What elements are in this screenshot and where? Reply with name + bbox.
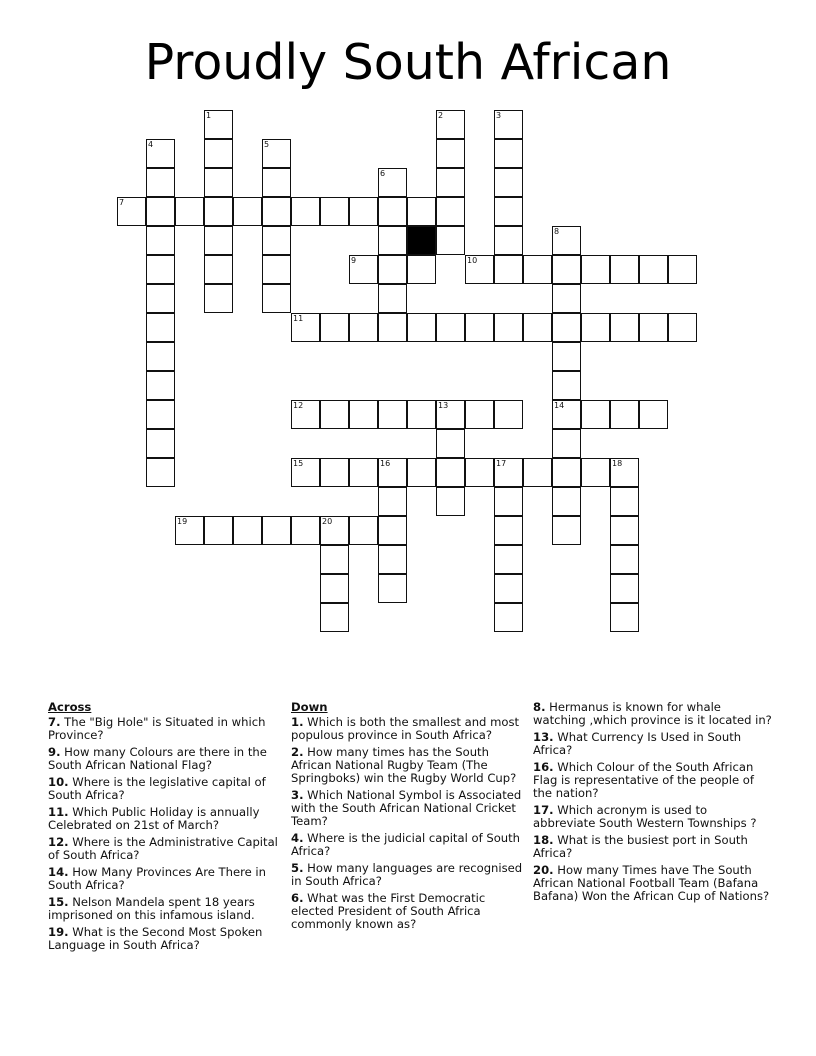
clue-number-label: 15. [48,895,69,909]
across-clue [48,866,280,892]
grid-cell[interactable] [552,458,581,487]
clue-number-label: 13. [533,730,554,744]
grid-cell[interactable] [378,313,407,342]
down-header: Down [291,700,328,714]
grid-cell[interactable] [204,197,233,226]
grid-cell[interactable] [639,400,668,429]
grid-cell[interactable] [610,516,639,545]
clue-number-label: 12. [48,835,69,849]
down-clue-list [291,716,529,931]
grid-cell[interactable] [320,458,349,487]
grid-cell[interactable] [233,197,262,226]
clue-number-label: 1. [291,715,304,729]
grid-cell[interactable] [378,284,407,313]
grid-cell[interactable] [581,255,610,284]
grid-cell[interactable] [262,516,291,545]
clue-text: What is the Second Most Spoken Language in South Africa? [48,925,263,952]
across-clue [48,836,280,862]
grid-cell[interactable] [320,516,349,545]
clue-text: How many times has the South African National Rugby Team (The Springboks) win the Rugby World Cup? [291,745,517,785]
clue-number: 16 [380,459,391,468]
grid-cell[interactable] [552,371,581,400]
grid-cell[interactable] [523,255,552,284]
grid-cell[interactable] [436,400,465,429]
grid-cell[interactable] [204,284,233,313]
grid-cell[interactable] [146,226,175,255]
grid-cell[interactable] [668,313,697,342]
clue-number: 14 [554,401,565,410]
grid-cell[interactable] [291,197,320,226]
clue-text: How many Colours are there in the South African National Flag? [48,745,267,772]
clue-number-label: 20. [533,863,554,877]
clue-text: The "Big Hole" is Situated in which Province? [48,715,266,742]
down-clue-list-continued [533,701,773,903]
down-clue [533,731,773,757]
grid-cell[interactable] [378,226,407,255]
grid-cell[interactable] [349,197,378,226]
clue-number: 12 [293,401,304,410]
down-clue [533,701,773,727]
grid-cell[interactable] [552,516,581,545]
grid-cell[interactable] [146,197,175,226]
across-clue [48,776,280,802]
across-clue [48,716,280,742]
grid-cell[interactable] [262,139,291,168]
clue-text: How many languages are recognised in South Africa? [291,861,523,888]
grid-cell[interactable] [407,458,436,487]
clue-number-label: 6. [291,891,304,905]
grid-cell[interactable] [494,574,523,603]
grid-cell[interactable] [436,110,465,139]
across-clue [48,926,280,952]
grid-cell[interactable] [378,197,407,226]
black-cell [407,226,436,255]
grid-cell[interactable] [552,284,581,313]
grid-cell[interactable] [407,400,436,429]
down-clue [291,862,529,888]
grid-cell[interactable] [204,516,233,545]
grid-cell[interactable] [320,197,349,226]
grid-cell[interactable] [378,458,407,487]
down-clue [291,746,529,785]
grid-cell[interactable] [465,313,494,342]
grid-cell[interactable] [610,255,639,284]
clue-number-label: 7. [48,715,61,729]
grid-cell[interactable] [407,313,436,342]
grid-cell[interactable] [291,516,320,545]
clue-number: 13 [438,401,449,410]
grid-cell[interactable] [494,168,523,197]
grid-cell[interactable] [204,110,233,139]
grid-cell[interactable] [320,313,349,342]
grid-cell[interactable] [668,255,697,284]
grid-cell[interactable] [552,342,581,371]
clue-number-label: 10. [48,775,69,789]
clue-number: 5 [264,140,270,149]
grid-cell[interactable] [349,400,378,429]
grid-cell[interactable] [146,371,175,400]
grid-cell[interactable] [146,168,175,197]
grid-cell[interactable] [117,197,146,226]
grid-cell[interactable] [610,400,639,429]
clue-number: 19 [177,517,188,526]
grid-cell[interactable] [436,226,465,255]
down-clues [291,701,529,935]
grid-cell[interactable] [494,545,523,574]
clue-number: 18 [612,459,623,468]
grid-cell[interactable] [552,487,581,516]
down-clue [533,761,773,800]
grid-cell[interactable] [494,197,523,226]
down-clue [291,716,529,742]
clue-text: Which Public Holiday is annually Celebrated on 21st of March? [48,805,260,832]
clue-number: 3 [496,111,502,120]
grid-cell[interactable] [233,516,262,545]
grid-cell[interactable] [552,255,581,284]
grid-cell[interactable] [581,400,610,429]
grid-cell[interactable] [291,458,320,487]
grid-cell[interactable] [291,313,320,342]
down-clue [533,864,773,903]
down-clue [533,834,773,860]
grid-cell[interactable] [146,255,175,284]
grid-cell[interactable] [581,313,610,342]
grid-cell[interactable] [610,458,639,487]
grid-cell[interactable] [146,313,175,342]
clue-text: What is the busiest port in South Africa? [533,833,748,860]
grid-cell[interactable] [494,110,523,139]
grid-cell[interactable] [494,139,523,168]
grid-cell[interactable] [494,487,523,516]
grid-cell[interactable] [262,197,291,226]
grid-cell[interactable] [494,603,523,632]
clue-text: Where is the judicial capital of South Africa? [291,831,521,858]
grid-cell[interactable] [349,458,378,487]
grid-cell[interactable] [523,313,552,342]
grid-cell[interactable] [320,400,349,429]
clue-number: 11 [293,314,304,323]
clue-text: Which acronym is used to abbreviate South Western Townships ? [533,803,757,830]
grid-cell[interactable] [175,516,204,545]
down-clue [291,892,529,931]
page-title: Proudly South African [144,34,672,91]
clue-text: What was the First Democratic elected President of South Africa commonly known as? [291,891,486,931]
clue-number: 2 [438,111,444,120]
clue-number-label: 4. [291,831,304,845]
grid-cell[interactable] [552,400,581,429]
grid-cell[interactable] [378,168,407,197]
grid-cell[interactable] [349,313,378,342]
grid-cell[interactable] [581,458,610,487]
grid-cell[interactable] [146,458,175,487]
grid-cell[interactable] [436,487,465,516]
across-header: Across [48,700,92,714]
across-clue [48,896,280,922]
clue-number-label: 17. [533,803,554,817]
grid-cell[interactable] [378,487,407,516]
grid-cell[interactable] [349,516,378,545]
grid-cell[interactable] [494,313,523,342]
grid-cell[interactable] [610,313,639,342]
grid-cell[interactable] [378,400,407,429]
clue-number-label: 8. [533,700,546,714]
across-clue [48,746,280,772]
grid-cell[interactable] [407,255,436,284]
grid-cell[interactable] [436,168,465,197]
grid-cell[interactable] [436,458,465,487]
grid-cell[interactable] [494,255,523,284]
grid-cell[interactable] [552,429,581,458]
grid-cell[interactable] [320,574,349,603]
grid-cell[interactable] [494,458,523,487]
clue-number: 10 [467,256,478,265]
grid-cell[interactable] [610,574,639,603]
grid-cell[interactable] [320,603,349,632]
clue-number-label: 5. [291,861,304,875]
grid-cell[interactable] [494,226,523,255]
clue-number-label: 18. [533,833,554,847]
grid-cell[interactable] [436,197,465,226]
clue-number: 8 [554,227,560,236]
grid-cell[interactable] [610,545,639,574]
grid-cell[interactable] [320,545,349,574]
grid-cell[interactable] [465,255,494,284]
clue-text: Nelson Mandela spent 18 years imprisoned on this infamous island. [48,895,255,922]
clue-text: Which National Symbol is Associated with the South African National Cricket Team? [291,788,522,828]
grid-cell[interactable] [552,313,581,342]
clue-text: How Many Provinces Are There in South Africa? [48,865,266,892]
down-clue [291,832,529,858]
down-clues-continued [533,701,773,907]
grid-cell[interactable] [378,255,407,284]
grid-cell[interactable] [378,516,407,545]
grid-cell[interactable] [146,342,175,371]
clue-text: Hermanus is known for whale watching ,which province is it located in? [533,700,772,727]
clue-text: Which Colour of the South African Flag is representative of the people of the nation? [533,760,754,800]
grid-cell[interactable] [552,226,581,255]
grid-cell[interactable] [407,197,436,226]
grid-cell[interactable] [204,168,233,197]
clue-number-label: 2. [291,745,304,759]
clue-number-label: 9. [48,745,61,759]
grid-cell[interactable] [349,255,378,284]
clue-number: 1 [206,111,212,120]
across-clue [48,806,280,832]
grid-cell[interactable] [146,429,175,458]
grid-cell[interactable] [494,516,523,545]
grid-cell[interactable] [494,400,523,429]
grid-cell[interactable] [146,400,175,429]
clue-number: 15 [293,459,304,468]
clue-number-label: 3. [291,788,304,802]
clue-number-label: 16. [533,760,554,774]
grid-cell[interactable] [610,603,639,632]
grid-cell[interactable] [262,255,291,284]
down-clue [291,789,529,828]
clue-text: Which is both the smallest and most populous province in South Africa? [291,715,520,742]
grid-cell[interactable] [436,139,465,168]
clue-text: How many Times have The South African National Football Team (Bafana Bafana) Won the African Cup of Nations? [533,863,770,903]
grid-cell[interactable] [175,197,204,226]
grid-cell[interactable] [639,255,668,284]
grid-cell[interactable] [465,458,494,487]
grid-cell[interactable] [465,400,494,429]
grid-cell[interactable] [204,255,233,284]
clue-text: Where is the Administrative Capital of South Africa? [48,835,278,862]
clue-number: 9 [351,256,357,265]
grid-cell[interactable] [291,400,320,429]
grid-cell[interactable] [378,545,407,574]
grid-cell[interactable] [436,313,465,342]
clue-number-label: 19. [48,925,69,939]
down-clue [533,804,773,830]
grid-cell[interactable] [262,284,291,313]
grid-cell[interactable] [523,458,552,487]
grid-cell[interactable] [610,487,639,516]
grid-cell[interactable] [378,574,407,603]
grid-cell[interactable] [262,168,291,197]
clue-number: 4 [148,140,154,149]
grid-cell[interactable] [262,226,291,255]
clue-number-label: 11. [48,805,69,819]
clue-number-label: 14. [48,865,69,879]
clue-text: What Currency Is Used in South Africa? [533,730,742,757]
clue-number: 7 [119,198,125,207]
grid-cell[interactable] [204,139,233,168]
clue-number: 17 [496,459,507,468]
across-clue-list [48,716,280,952]
grid-cell[interactable] [146,139,175,168]
clue-number: 6 [380,169,386,178]
clue-number: 20 [322,517,333,526]
clue-text: Where is the legislative capital of South Africa? [48,775,266,802]
across-clues [48,701,280,956]
grid-cell[interactable] [436,429,465,458]
grid-cell[interactable] [639,313,668,342]
grid-cell[interactable] [146,284,175,313]
grid-cell[interactable] [204,226,233,255]
